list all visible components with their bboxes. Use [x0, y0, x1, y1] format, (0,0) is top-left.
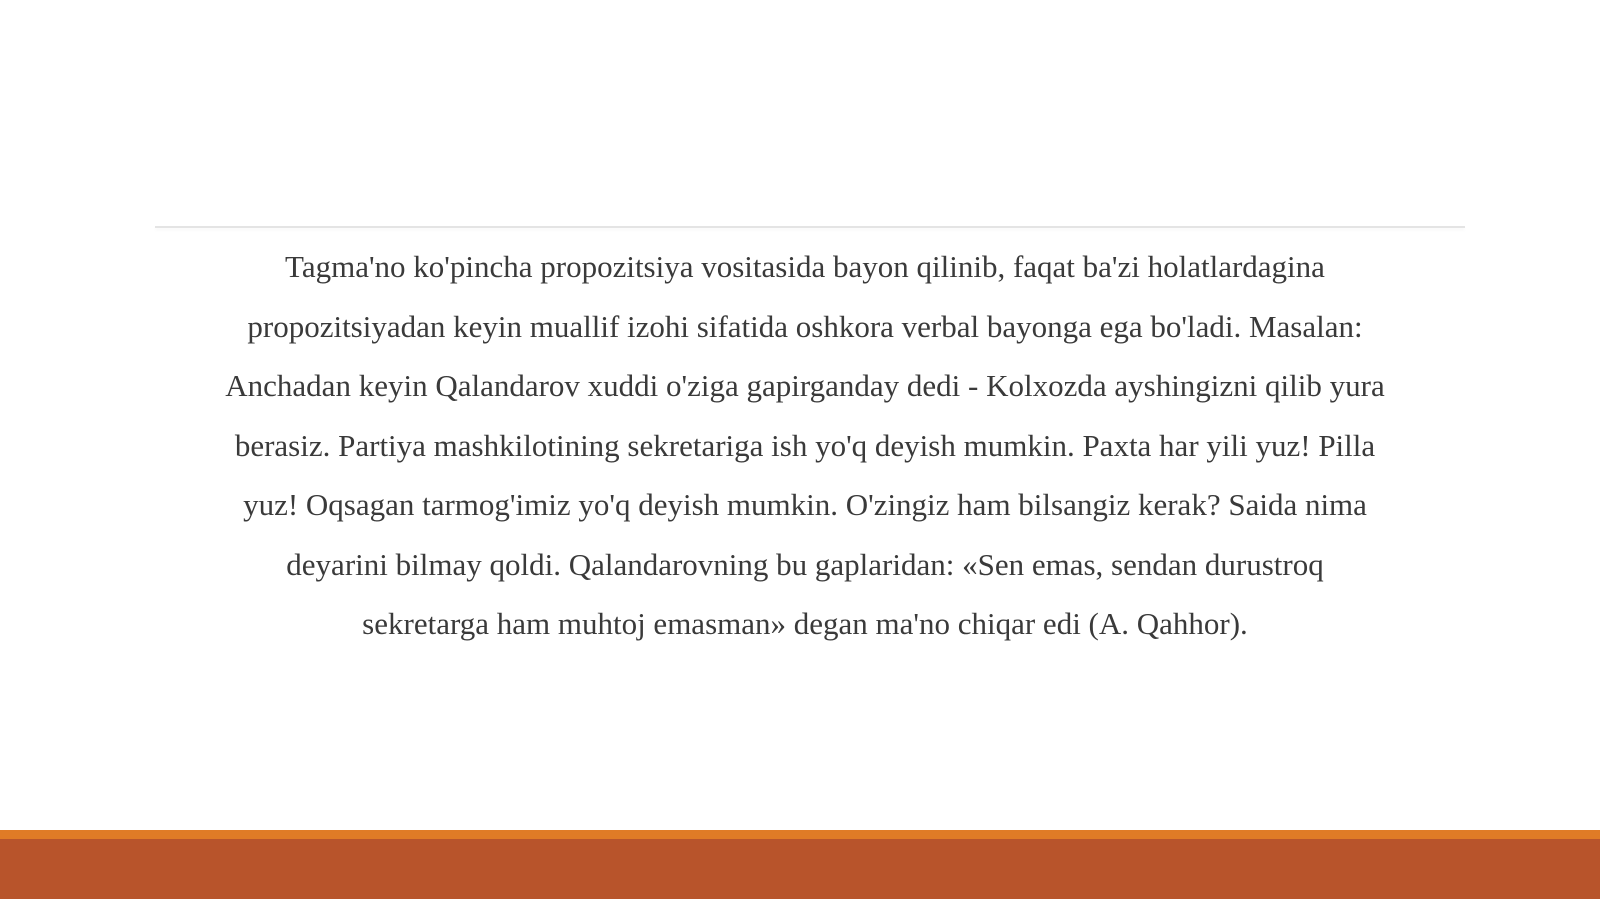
slide-body-text: Tagma'no ko'pincha propozitsiya vositasida bayon qilinib, faqat ba'zi holatlardagina propozitsiyadan keyin muallif izohi sifatida oshkora verbal bayonga ega bo'ladi. Masalan: Anchadan keyin Qalandarov xuddi o'ziga gapirganday dedi - Kolxozda ayshingizni qilib yura berasiz. Partiya mashkilotining sekretariga ish yo'q deyish mumkin. Paxta har yili yuz! Pilla yuz! Oqsagan tarmog'imiz yo'q deyish mumkin. O'zingiz ham bilsangiz kerak? Saida nima deyarini bilmay qoldi. Qalandarovning bu gaplaridan: «Sen emas, sendan durustroq sekretarga ham muhtoj emasman» degan ma'no chiqar edi (A. Qahhor). — [225, 249, 1385, 641]
footer-bar — [0, 839, 1600, 899]
footer-accent-stripe — [0, 830, 1600, 839]
title-divider — [155, 226, 1465, 228]
